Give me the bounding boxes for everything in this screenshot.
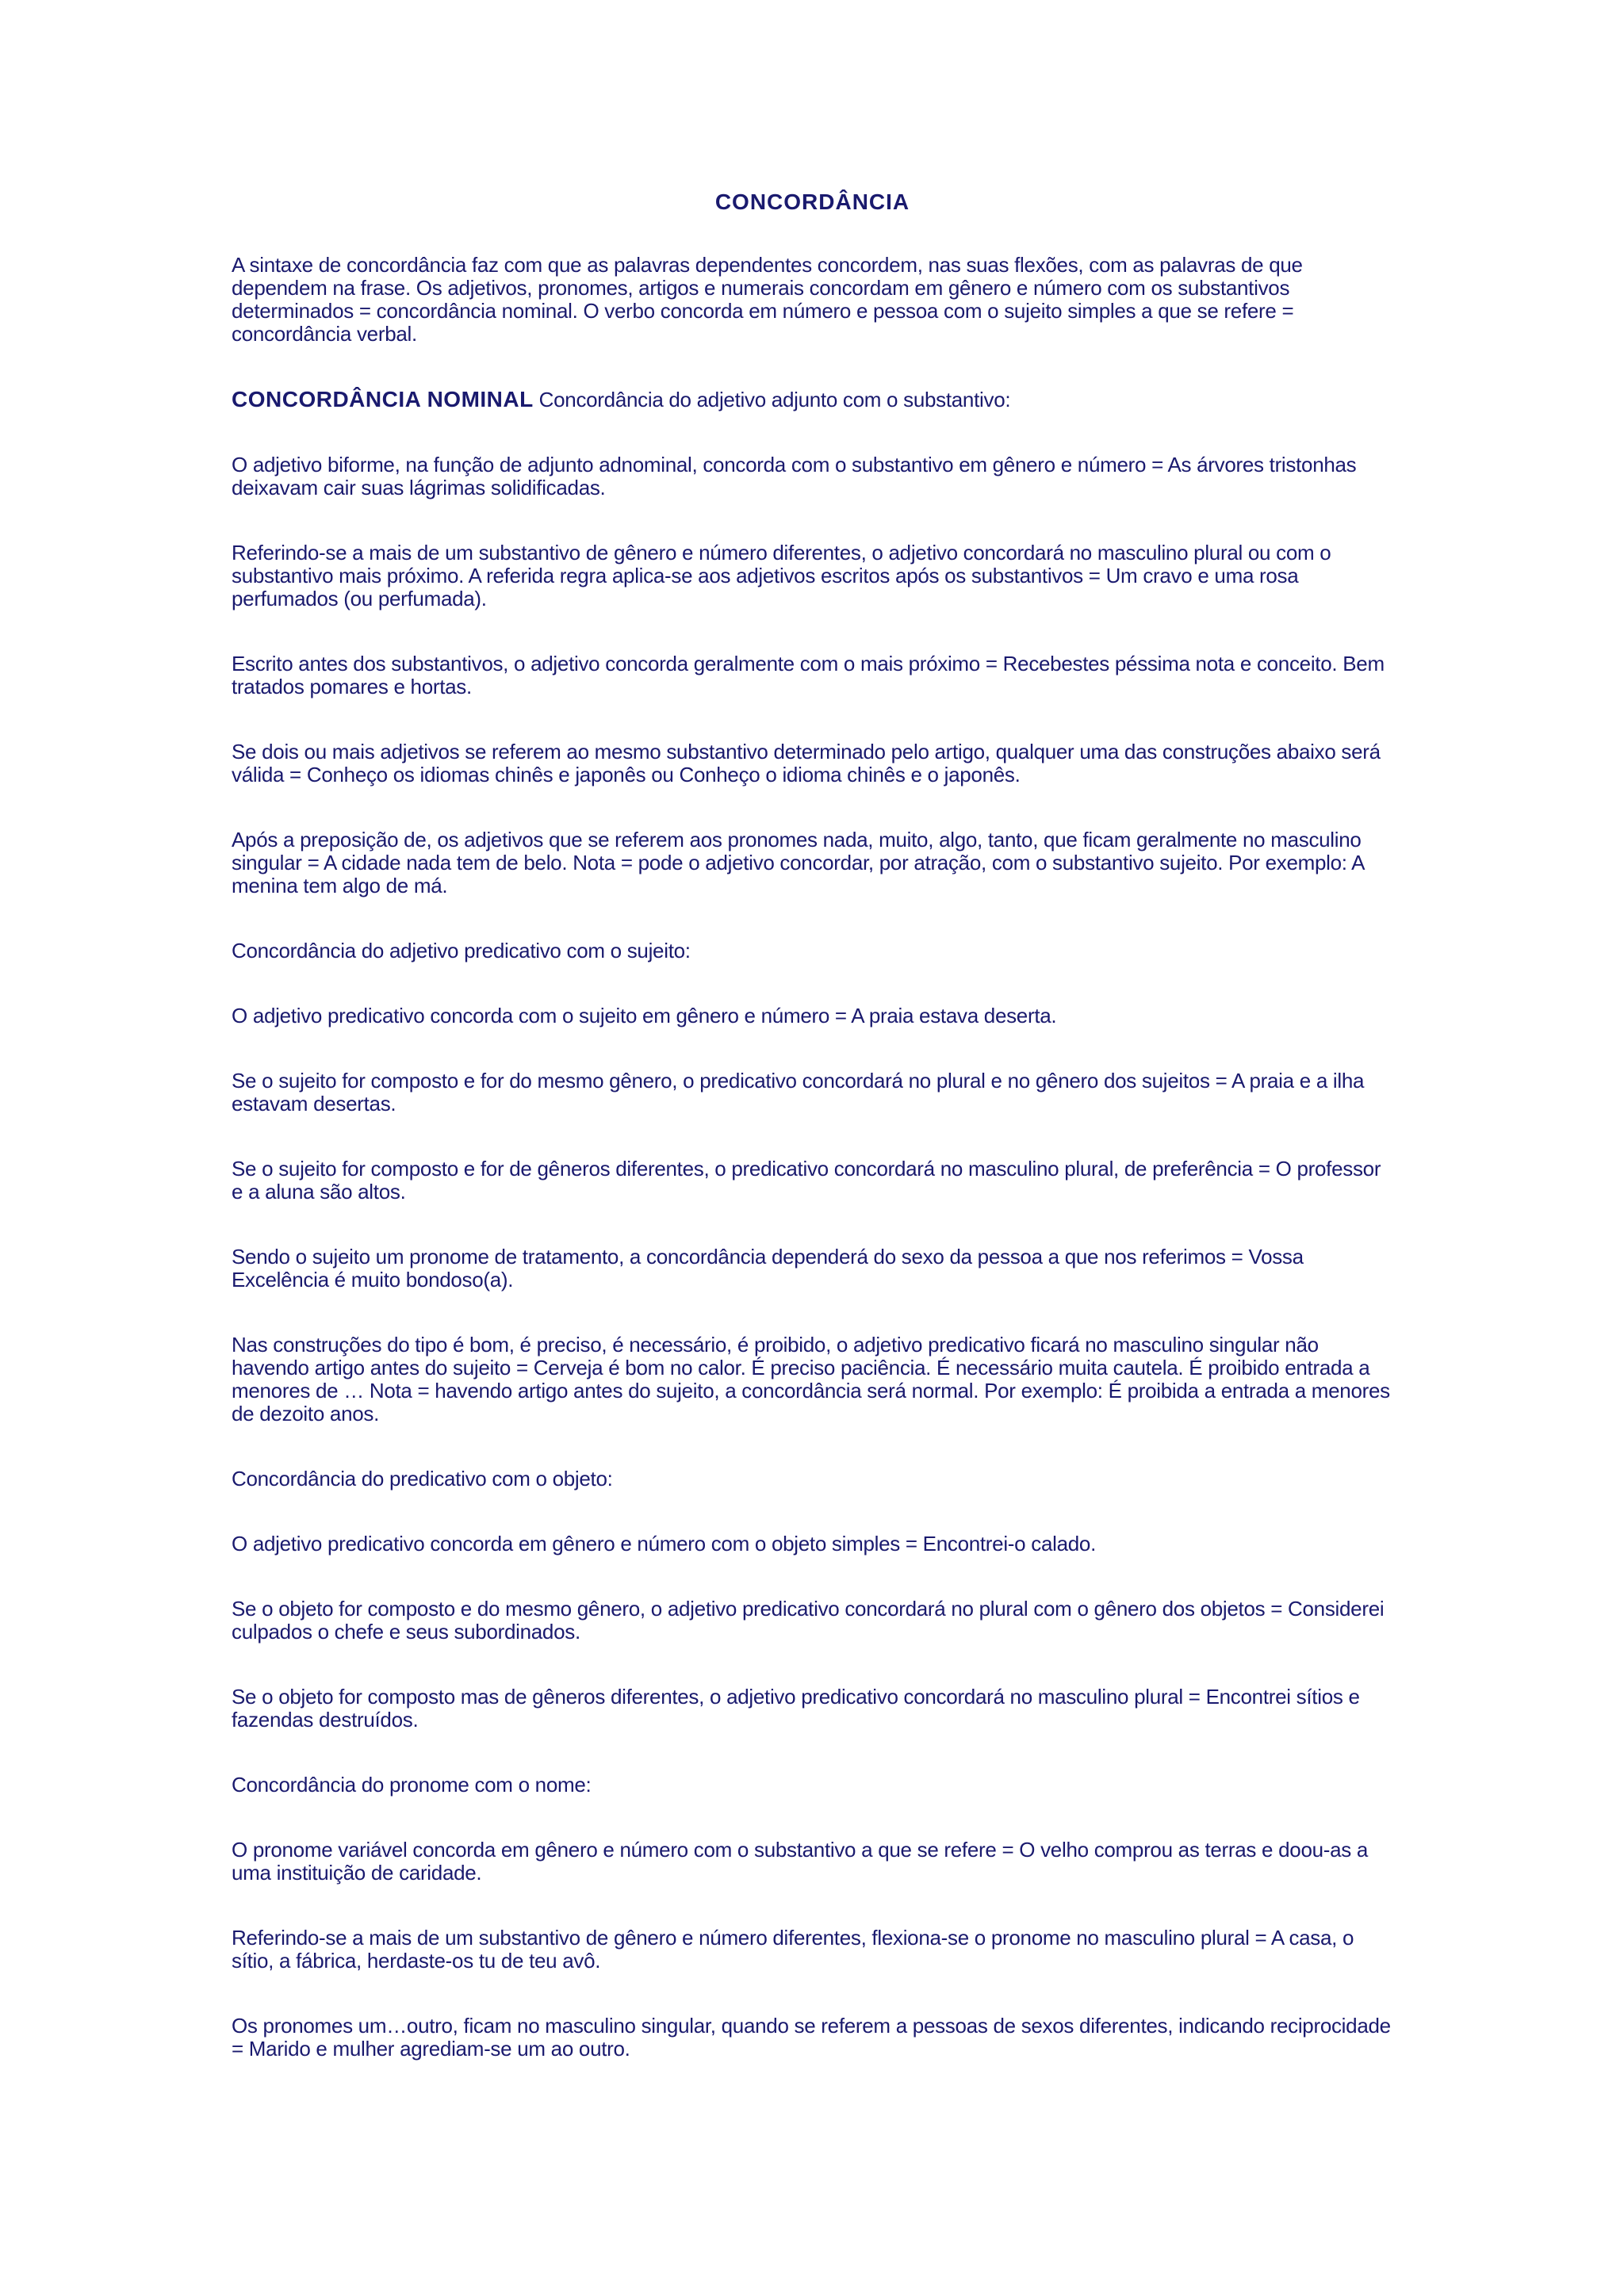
paragraph: O adjetivo predicativo concorda com o sujeito em gênero e número = A praia estava deserta. (232, 1003, 1057, 1027)
paragraph: Se dois ou mais adjetivos se referem ao mesmo substantivo determinado pelo artigo, qualquer uma das construções abaixo será válida = Conheço os idiomas chinês e japonês ou Conheço o idioma chinês e o japonês. (232, 739, 1381, 786)
section-subheading: Concordância do pronome com o nome: (232, 1772, 592, 1797)
paragraph: Se o sujeito for composto e for do mesmo gênero, o predicativo concordará no plural e no gênero dos sujeitos = A praia e a ilha estavam desertas. (232, 1068, 1365, 1115)
section-subheading: Concordância do predicativo com o objeto: (232, 1466, 613, 1490)
section-nominal (232, 388, 1393, 411)
paragraph: Sendo o sujeito um pronome de tratamento, a concordância dependerá do sexo da pessoa a que nos referimos = Vossa Excelência é muito bondoso(a). (232, 1244, 1304, 1292)
section-subheading: Concordância do adjetivo predicativo com o sujeito: (232, 938, 691, 962)
paragraph: O adjetivo predicativo concorda em gênero e número com o objeto simples = Encontrei-o calado. (232, 1531, 1096, 1556)
paragraph: Se o objeto for composto e do mesmo gênero, o adjetivo predicativo concordará no plural com o gênero dos objetos = Considerei culpados o chefe e seus subordinados. (232, 1596, 1385, 1644)
paragraph: Escrito antes dos substantivos, o adjetivo concorda geralmente com o mais próximo = Recebestes péssima nota e conceito. Bem tratados pomares e hortas. (232, 651, 1385, 698)
paragraph: Após a preposição de, os adjetivos que se referem aos pronomes nada, muito, algo, tanto, que ficam geralmente no masculino singular = A cidade nada tem de belo. Nota = pode o adjetivo concordar, por atração, com o substantivo sujeito. Por exemplo: A menina tem algo de má. (232, 827, 1364, 897)
document-page (232, 189, 1393, 2103)
paragraph: Referindo-se a mais de um substantivo de gênero e número diferentes, flexiona-se o pronome no masculino plural = A casa, o sítio, a fábrica, herdaste-os tu de teu avô. (232, 1925, 1354, 1973)
section-nominal-subtitle: Concordância do adjetivo adjunto com o substantivo: (533, 387, 1011, 411)
paragraph: Se o objeto for composto mas de gêneros diferentes, o adjetivo predicativo concordará no masculino plural = Encontrei sítios e fazendas destruídos. (232, 1684, 1360, 1732)
paragraph: Se o sujeito for composto e for de gêneros diferentes, o predicativo concordará no masculino plural, de preferência = O professor e a aluna são altos. (232, 1156, 1381, 1203)
paragraph: Nas construções do tipo é bom, é preciso, é necessário, é proibido, o adjetivo predicativo ficará no masculino singular não havendo artigo antes do sujeito = Cerveja é bom no calor. É preciso paciência. É necessário muita cautela. É proibido entrada a menores de … Nota = havendo artigo antes do sujeito, a concordância será normal. Por exemplo: É proibida a entrada a menores de dezoito anos. (232, 1332, 1390, 1425)
paragraph: Os pronomes um…outro, ficam no masculino singular, quando se referem a pessoas de sexos diferentes, indicando reciprocidade = Marido e mulher agrediam-se um ao outro. (232, 2013, 1391, 2061)
document-title: CONCORDÂNCIA (714, 189, 910, 214)
paragraph: O adjetivo biforme, na função de adjunto adnominal, concorda com o substantivo em gênero e número = As árvores tristonhas deixavam cair suas lágrimas solidificadas. (232, 452, 1357, 499)
paragraph: Referindo-se a mais de um substantivo de gênero e número diferentes, o adjetivo concordará no masculino plural ou com o substantivo mais próximo. A referida regra aplica-se aos adjetivos escritos após os substantivos = Um cravo e uma rosa perfumados (ou perfumada). (232, 540, 1331, 610)
intro-paragraph: A sintaxe de concordância faz com que as palavras dependentes concordem, nas suas flexões, com as palavras de que dependem na frase. Os adjetivos, pronomes, artigos e numerais concordam em gênero e número com os substantivos determinados = concordância nominal. O verbo concorda em número e pessoa com o sujeito simples a que se refere = concordância verbal. (232, 252, 1303, 346)
paragraph: O pronome variável concorda em gênero e número com o substantivo a que se refere = O velho comprou as terras e doou-as a uma instituição de caridade. (232, 1837, 1369, 1885)
section-nominal-heading: CONCORDÂNCIA NOMINAL (232, 386, 534, 411)
